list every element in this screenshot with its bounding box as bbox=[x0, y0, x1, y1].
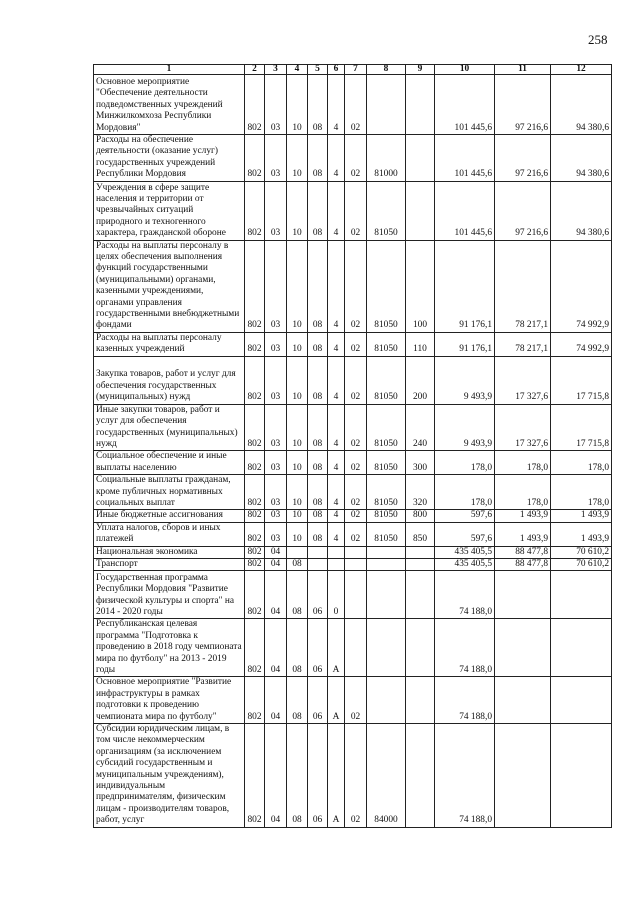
cell-col-10: 101 445,6 bbox=[435, 135, 495, 182]
column-header: 5 bbox=[308, 65, 328, 75]
cell-col-11: 88 477,8 bbox=[495, 546, 551, 558]
cell-col-6: 4 bbox=[328, 240, 345, 332]
cell-col-3: 03 bbox=[265, 240, 287, 332]
cell-col-9 bbox=[406, 135, 435, 182]
cell-col-11 bbox=[495, 619, 551, 677]
table-row bbox=[94, 619, 612, 677]
row-name-cell: Государственная программа Республики Мордовия "Развитие физической культуры и спорта" на 2014 - 2020 годы bbox=[94, 571, 245, 619]
cell-col-6 bbox=[328, 558, 345, 570]
cell-col-2: 802 bbox=[245, 404, 265, 451]
cell-col-3: 04 bbox=[265, 546, 287, 558]
cell-col-5: 06 bbox=[308, 724, 328, 828]
cell-col-10: 91 176,1 bbox=[435, 240, 495, 332]
cell-col-4: 10 bbox=[287, 332, 308, 356]
row-name-cell: Учреждения в сфере защите населения и территории от чрезвычайных ситуаций природного и техногенного характера, гражданской обороне bbox=[94, 181, 245, 240]
cell-col-10: 74 188,0 bbox=[435, 619, 495, 677]
cell-col-7 bbox=[345, 619, 367, 677]
cell-col-9: 240 bbox=[406, 404, 435, 451]
cell-col-5: 08 bbox=[308, 475, 328, 510]
cell-col-9: 850 bbox=[406, 522, 435, 546]
cell-col-3: 03 bbox=[265, 135, 287, 182]
cell-col-9: 200 bbox=[406, 356, 435, 404]
cell-col-5: 08 bbox=[308, 356, 328, 404]
cell-col-10: 435 405,5 bbox=[435, 558, 495, 570]
cell-col-4: 10 bbox=[287, 475, 308, 510]
column-header: 11 bbox=[495, 65, 551, 75]
cell-col-9: 800 bbox=[406, 510, 435, 522]
cell-col-2: 802 bbox=[245, 181, 265, 240]
cell-col-6: 4 bbox=[328, 135, 345, 182]
row-name-cell: Республиканская целевая программа "Подготовка к проведению в 2018 году чемпионата мира по футболу" на 2013 - 2019 годы bbox=[94, 619, 245, 677]
cell-col-12: 70 610,2 bbox=[551, 558, 612, 570]
cell-col-11: 78 217,1 bbox=[495, 332, 551, 356]
cell-col-12 bbox=[551, 724, 612, 828]
cell-col-7: 02 bbox=[345, 332, 367, 356]
cell-col-11: 97 216,6 bbox=[495, 135, 551, 182]
row-name-cell: Основное мероприятие "Обеспечение деятельности подведомственных учреждений Минжилкомхоза Республики Мордовия" bbox=[94, 75, 245, 135]
cell-col-9: 320 bbox=[406, 475, 435, 510]
row-name-cell: Национальная экономика bbox=[94, 546, 245, 558]
table-row bbox=[94, 404, 612, 451]
cell-col-6: 4 bbox=[328, 451, 345, 475]
cell-col-6: А bbox=[328, 677, 345, 724]
cell-col-2: 802 bbox=[245, 546, 265, 558]
cell-col-7: 02 bbox=[345, 181, 367, 240]
cell-col-11 bbox=[495, 724, 551, 828]
cell-col-7: 02 bbox=[345, 522, 367, 546]
cell-col-7: 02 bbox=[345, 75, 367, 135]
cell-col-3: 04 bbox=[265, 558, 287, 570]
table-row bbox=[94, 356, 612, 404]
cell-col-2: 802 bbox=[245, 135, 265, 182]
cell-col-10: 178,0 bbox=[435, 475, 495, 510]
cell-col-4: 10 bbox=[287, 510, 308, 522]
cell-col-4: 10 bbox=[287, 522, 308, 546]
cell-col-5: 08 bbox=[308, 332, 328, 356]
cell-col-12 bbox=[551, 677, 612, 724]
cell-col-8: 81050 bbox=[367, 451, 406, 475]
cell-col-12: 17 715,8 bbox=[551, 356, 612, 404]
cell-col-12 bbox=[551, 619, 612, 677]
cell-col-7 bbox=[345, 571, 367, 619]
cell-col-6: А bbox=[328, 619, 345, 677]
cell-col-7: 02 bbox=[345, 510, 367, 522]
table-row bbox=[94, 475, 612, 510]
table-row bbox=[94, 571, 612, 619]
cell-col-10: 74 188,0 bbox=[435, 677, 495, 724]
cell-col-11: 17 327,6 bbox=[495, 404, 551, 451]
cell-col-7 bbox=[345, 546, 367, 558]
cell-col-2: 802 bbox=[245, 571, 265, 619]
cell-col-5: 08 bbox=[308, 135, 328, 182]
cell-col-11 bbox=[495, 571, 551, 619]
cell-col-2: 802 bbox=[245, 619, 265, 677]
cell-col-9: 110 bbox=[406, 332, 435, 356]
row-name-cell: Расходы на выплаты персоналу казенных учреждений bbox=[94, 332, 245, 356]
table-row bbox=[94, 677, 612, 724]
cell-col-7 bbox=[345, 558, 367, 570]
row-name-cell: Социальное обеспечение и иные выплаты населению bbox=[94, 451, 245, 475]
cell-col-4: 10 bbox=[287, 181, 308, 240]
table-row bbox=[94, 135, 612, 182]
column-header: 8 bbox=[367, 65, 406, 75]
cell-col-10: 9 493,9 bbox=[435, 356, 495, 404]
cell-col-3: 04 bbox=[265, 724, 287, 828]
cell-col-5: 06 bbox=[308, 571, 328, 619]
cell-col-2: 802 bbox=[245, 356, 265, 404]
cell-col-4: 08 bbox=[287, 619, 308, 677]
cell-col-9 bbox=[406, 181, 435, 240]
cell-col-2: 802 bbox=[245, 724, 265, 828]
cell-col-11: 88 477,8 bbox=[495, 558, 551, 570]
cell-col-6: 4 bbox=[328, 332, 345, 356]
row-name-cell: Расходы на обеспечение деятельности (оказание услуг) государственных учреждений Республики Мордовия bbox=[94, 135, 245, 182]
cell-col-5: 08 bbox=[308, 510, 328, 522]
cell-col-8: 81050 bbox=[367, 240, 406, 332]
table-row bbox=[94, 181, 612, 240]
column-header: 10 bbox=[435, 65, 495, 75]
cell-col-11 bbox=[495, 677, 551, 724]
cell-col-6: 4 bbox=[328, 181, 345, 240]
cell-col-12: 94 380,6 bbox=[551, 135, 612, 182]
cell-col-7: 02 bbox=[345, 356, 367, 404]
cell-col-9 bbox=[406, 75, 435, 135]
column-header: 6 bbox=[328, 65, 345, 75]
row-name-cell: Расходы на выплаты персоналу в целях обеспечения выполнения функций государственными (муниципальными) органами, казенными учреждениями, органами управления государственными внебюджетными фондами bbox=[94, 240, 245, 332]
cell-col-8: 81050 bbox=[367, 356, 406, 404]
cell-col-6: 4 bbox=[328, 475, 345, 510]
cell-col-12: 94 380,6 bbox=[551, 75, 612, 135]
budget-table bbox=[93, 64, 612, 828]
cell-col-5: 08 bbox=[308, 181, 328, 240]
cell-col-3: 04 bbox=[265, 677, 287, 724]
cell-col-2: 802 bbox=[245, 475, 265, 510]
table-row bbox=[94, 75, 612, 135]
cell-col-12: 74 992,9 bbox=[551, 240, 612, 332]
cell-col-11: 1 493,9 bbox=[495, 510, 551, 522]
cell-col-4: 08 bbox=[287, 724, 308, 828]
cell-col-3: 03 bbox=[265, 332, 287, 356]
cell-col-6: 4 bbox=[328, 356, 345, 404]
cell-col-6: 4 bbox=[328, 522, 345, 546]
cell-col-7: 02 bbox=[345, 404, 367, 451]
cell-col-4: 10 bbox=[287, 451, 308, 475]
column-header: 9 bbox=[406, 65, 435, 75]
cell-col-4: 10 bbox=[287, 135, 308, 182]
table-header-row bbox=[94, 65, 612, 75]
cell-col-2: 802 bbox=[245, 240, 265, 332]
row-name-cell: Социальные выплаты гражданам, кроме публичных нормативных социальных выплат bbox=[94, 475, 245, 510]
cell-col-5 bbox=[308, 558, 328, 570]
cell-col-4: 08 bbox=[287, 558, 308, 570]
column-header: 1 bbox=[94, 65, 245, 75]
row-name-cell: Субсидии юридическим лицам, в том числе некоммерческим организациям (за исключением субсидий государственным и муниципальным учреждениям), индивидуальным предпринимателям, физическим лицам - производителям товаров, работ, услуг bbox=[94, 724, 245, 828]
cell-col-2: 802 bbox=[245, 522, 265, 546]
cell-col-5: 06 bbox=[308, 677, 328, 724]
table-row bbox=[94, 240, 612, 332]
column-header: 3 bbox=[265, 65, 287, 75]
cell-col-4 bbox=[287, 546, 308, 558]
cell-col-10: 178,0 bbox=[435, 451, 495, 475]
table-row bbox=[94, 451, 612, 475]
cell-col-8 bbox=[367, 546, 406, 558]
cell-col-4: 10 bbox=[287, 75, 308, 135]
cell-col-11: 1 493,9 bbox=[495, 522, 551, 546]
cell-col-2: 802 bbox=[245, 75, 265, 135]
cell-col-8: 81050 bbox=[367, 510, 406, 522]
cell-col-4: 10 bbox=[287, 404, 308, 451]
cell-col-4: 10 bbox=[287, 356, 308, 404]
cell-col-9 bbox=[406, 677, 435, 724]
cell-col-11: 97 216,6 bbox=[495, 181, 551, 240]
cell-col-6: 0 bbox=[328, 571, 345, 619]
cell-col-6: А bbox=[328, 724, 345, 828]
cell-col-2: 802 bbox=[245, 451, 265, 475]
cell-col-7: 02 bbox=[345, 451, 367, 475]
cell-col-2: 802 bbox=[245, 332, 265, 356]
row-name-cell: Иные закупки товаров, работ и услуг для обеспечения государственных (муниципальных) нужд bbox=[94, 404, 245, 451]
column-header: 12 bbox=[551, 65, 612, 75]
cell-col-6 bbox=[328, 546, 345, 558]
cell-col-6: 4 bbox=[328, 75, 345, 135]
cell-col-2: 802 bbox=[245, 558, 265, 570]
cell-col-12: 70 610,2 bbox=[551, 546, 612, 558]
cell-col-10: 91 176,1 bbox=[435, 332, 495, 356]
cell-col-8 bbox=[367, 571, 406, 619]
cell-col-12: 1 493,9 bbox=[551, 522, 612, 546]
cell-col-5: 08 bbox=[308, 240, 328, 332]
cell-col-3: 03 bbox=[265, 475, 287, 510]
table-row bbox=[94, 510, 612, 522]
cell-col-5: 06 bbox=[308, 619, 328, 677]
cell-col-3: 04 bbox=[265, 619, 287, 677]
cell-col-8: 81000 bbox=[367, 135, 406, 182]
row-name-cell: Основное мероприятие "Развитие инфраструктуры в рамках подготовки к проведению чемпионата мира по футболу" bbox=[94, 677, 245, 724]
cell-col-5: 08 bbox=[308, 451, 328, 475]
cell-col-12: 178,0 bbox=[551, 475, 612, 510]
cell-col-3: 03 bbox=[265, 404, 287, 451]
cell-col-8 bbox=[367, 75, 406, 135]
cell-col-7: 02 bbox=[345, 475, 367, 510]
cell-col-4: 08 bbox=[287, 677, 308, 724]
row-name-cell: Уплата налогов, сборов и иных платежей bbox=[94, 522, 245, 546]
cell-col-10: 74 188,0 bbox=[435, 724, 495, 828]
cell-col-9 bbox=[406, 546, 435, 558]
cell-col-3: 03 bbox=[265, 181, 287, 240]
cell-col-6: 4 bbox=[328, 404, 345, 451]
cell-col-3: 03 bbox=[265, 510, 287, 522]
cell-col-5: 08 bbox=[308, 75, 328, 135]
cell-col-4: 10 bbox=[287, 240, 308, 332]
table-row bbox=[94, 724, 612, 828]
cell-col-8: 81050 bbox=[367, 522, 406, 546]
cell-col-8 bbox=[367, 619, 406, 677]
cell-col-2: 802 bbox=[245, 510, 265, 522]
cell-col-7: 02 bbox=[345, 240, 367, 332]
cell-col-3: 03 bbox=[265, 75, 287, 135]
cell-col-3: 03 bbox=[265, 451, 287, 475]
cell-col-2: 802 bbox=[245, 677, 265, 724]
cell-col-7: 02 bbox=[345, 135, 367, 182]
cell-col-9 bbox=[406, 724, 435, 828]
cell-col-3: 03 bbox=[265, 356, 287, 404]
cell-col-3: 03 bbox=[265, 522, 287, 546]
page-number: 258 bbox=[588, 32, 608, 47]
cell-col-9 bbox=[406, 571, 435, 619]
cell-col-7: 02 bbox=[345, 677, 367, 724]
row-name-cell: Иные бюджетные ассигнования bbox=[94, 510, 245, 522]
cell-col-10: 9 493,9 bbox=[435, 404, 495, 451]
cell-col-11: 178,0 bbox=[495, 451, 551, 475]
cell-col-8: 84000 bbox=[367, 724, 406, 828]
cell-col-4: 08 bbox=[287, 571, 308, 619]
cell-col-8: 81050 bbox=[367, 475, 406, 510]
cell-col-9 bbox=[406, 619, 435, 677]
cell-col-12: 17 715,8 bbox=[551, 404, 612, 451]
cell-col-9: 300 bbox=[406, 451, 435, 475]
table-row bbox=[94, 546, 612, 558]
cell-col-8: 81050 bbox=[367, 332, 406, 356]
cell-col-10: 101 445,6 bbox=[435, 181, 495, 240]
cell-col-12: 1 493,9 bbox=[551, 510, 612, 522]
column-header: 4 bbox=[287, 65, 308, 75]
cell-col-11: 17 327,6 bbox=[495, 356, 551, 404]
row-name-cell: Закупка товаров, работ и услуг для обеспечения государственных (муниципальных) нужд bbox=[94, 356, 245, 404]
cell-col-10: 74 188,0 bbox=[435, 571, 495, 619]
column-header: 2 bbox=[245, 65, 265, 75]
column-header: 7 bbox=[345, 65, 367, 75]
cell-col-5: 08 bbox=[308, 404, 328, 451]
cell-col-8: 81050 bbox=[367, 181, 406, 240]
cell-col-9 bbox=[406, 558, 435, 570]
cell-col-10: 101 445,6 bbox=[435, 75, 495, 135]
cell-col-10: 597,6 bbox=[435, 522, 495, 546]
cell-col-11: 178,0 bbox=[495, 475, 551, 510]
row-name-cell: Транспорт bbox=[94, 558, 245, 570]
cell-col-12: 74 992,9 bbox=[551, 332, 612, 356]
cell-col-11: 97 216,6 bbox=[495, 75, 551, 135]
cell-col-7: 02 bbox=[345, 724, 367, 828]
cell-col-10: 597,6 bbox=[435, 510, 495, 522]
cell-col-9: 100 bbox=[406, 240, 435, 332]
cell-col-8 bbox=[367, 677, 406, 724]
cell-col-11: 78 217,1 bbox=[495, 240, 551, 332]
cell-col-8 bbox=[367, 558, 406, 570]
cell-col-12: 178,0 bbox=[551, 451, 612, 475]
cell-col-10: 435 405,5 bbox=[435, 546, 495, 558]
table-row bbox=[94, 558, 612, 570]
table-row bbox=[94, 522, 612, 546]
table-row bbox=[94, 332, 612, 356]
cell-col-8: 81050 bbox=[367, 404, 406, 451]
cell-col-12 bbox=[551, 571, 612, 619]
cell-col-5: 08 bbox=[308, 522, 328, 546]
cell-col-6: 4 bbox=[328, 510, 345, 522]
cell-col-5 bbox=[308, 546, 328, 558]
cell-col-3: 04 bbox=[265, 571, 287, 619]
cell-col-12: 94 380,6 bbox=[551, 181, 612, 240]
